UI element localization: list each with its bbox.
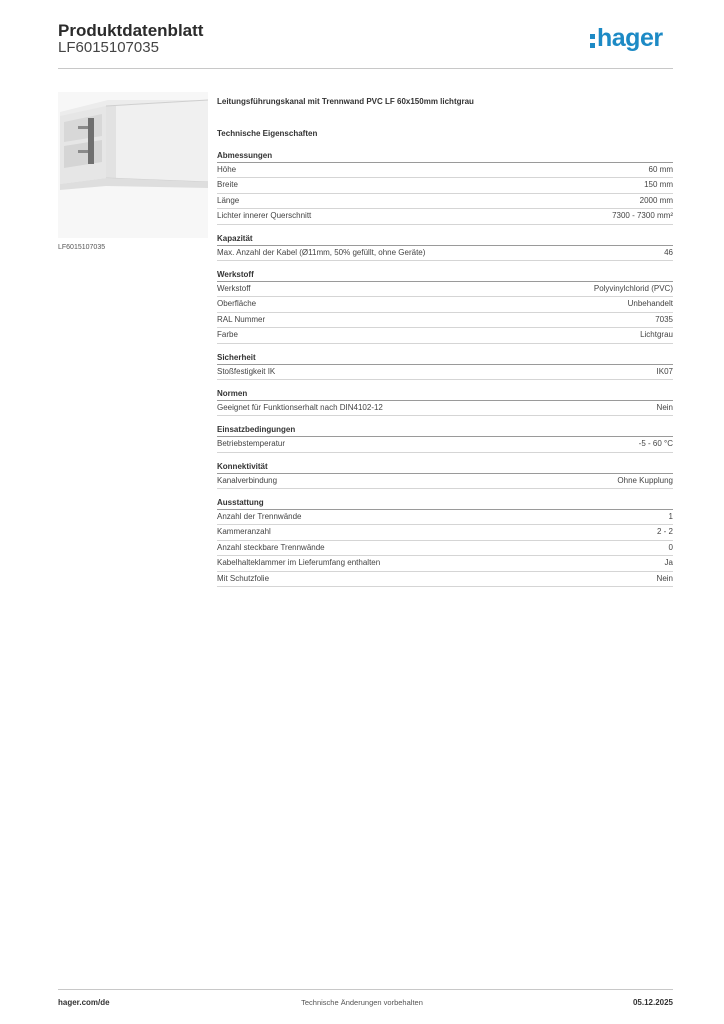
spec-value: 2000 mm xyxy=(639,195,673,205)
spec-label: Max. Anzahl der Kabel (Ø11mm, 50% gefüllt, ohne Geräte) xyxy=(217,247,426,257)
spec-label: Kanalverbindung xyxy=(217,475,278,485)
spec-section xyxy=(217,462,673,489)
technical-properties-heading: Technische Eigenschaften xyxy=(217,129,318,138)
footer-website: hager.com/de xyxy=(58,998,110,1007)
spec-row xyxy=(217,163,673,178)
spec-row xyxy=(217,474,673,489)
spec-section xyxy=(217,425,673,452)
spec-row xyxy=(217,282,673,297)
spec-value: 7035 xyxy=(655,314,673,324)
image-caption: LF6015107035 xyxy=(58,244,106,251)
logo-dots-icon xyxy=(590,34,596,52)
spec-section xyxy=(217,270,673,344)
spec-value: Ja xyxy=(664,558,673,568)
spec-section xyxy=(217,353,673,380)
spec-label: Geeignet für Funktionserhalt nach DIN4102-12 xyxy=(217,402,383,412)
spec-section xyxy=(217,498,673,587)
section-title: Einsatzbedingungen xyxy=(217,425,673,437)
section-title: Sicherheit xyxy=(217,353,673,365)
spec-value: 2 - 2 xyxy=(656,527,673,537)
spec-value: Ohne Kupplung xyxy=(617,475,673,485)
spec-value: Lichtgrau xyxy=(640,330,673,340)
spec-label: Mit Schutzfolie xyxy=(217,573,270,583)
spec-value: IK07 xyxy=(656,366,673,376)
spec-value: 0 xyxy=(668,542,673,552)
spec-label: Anzahl der Trennwände xyxy=(217,512,302,522)
spec-value: 60 mm xyxy=(648,165,673,174)
spec-row xyxy=(217,525,673,540)
spec-value: 46 xyxy=(664,247,673,257)
spec-label: Werkstoff xyxy=(217,283,251,293)
section-title: Kapazität xyxy=(217,234,673,246)
spec-label: Betriebstemperatur xyxy=(217,439,286,449)
spec-label: Länge xyxy=(217,195,240,205)
spec-row xyxy=(217,365,673,380)
spec-label: Anzahl steckbare Trennwände xyxy=(217,542,325,552)
spec-row xyxy=(217,209,673,224)
spec-row xyxy=(217,313,673,328)
spec-value: 150 mm xyxy=(644,180,673,190)
spec-value: -5 - 60 °C xyxy=(638,439,673,449)
spec-content xyxy=(217,97,673,596)
section-title: Abmessungen xyxy=(217,151,673,163)
spec-section xyxy=(217,151,673,225)
spec-value: 1 xyxy=(668,512,673,522)
spec-value: 7300 - 7300 mm² xyxy=(612,211,673,221)
spec-section xyxy=(217,389,673,416)
spec-sections xyxy=(217,151,673,587)
product-image xyxy=(58,92,208,238)
section-title: Ausstattung xyxy=(217,498,673,510)
spec-label: Lichter innerer Querschnitt xyxy=(217,211,312,221)
section-title: Normen xyxy=(217,389,673,401)
spec-value: Nein xyxy=(656,402,673,412)
product-code: LF6015107035 xyxy=(58,39,159,56)
spec-value: Unbehandelt xyxy=(627,299,673,309)
spec-value: Polyvinylchlorid (PVC) xyxy=(593,283,673,293)
section-title: Konnektivität xyxy=(217,462,673,474)
spec-label: Breite xyxy=(217,180,238,190)
spec-label: RAL Nummer xyxy=(217,314,266,324)
spec-label: Oberfläche xyxy=(217,299,257,309)
section-title: Werkstoff xyxy=(217,270,673,282)
spec-row xyxy=(217,178,673,193)
spec-row xyxy=(217,194,673,209)
header-divider xyxy=(58,68,673,69)
spec-row xyxy=(217,572,673,587)
cable-duct-illustration xyxy=(58,92,208,238)
spec-row xyxy=(217,401,673,416)
hager-logo xyxy=(590,26,676,56)
footer-divider xyxy=(58,989,673,990)
spec-row xyxy=(217,297,673,312)
spec-section xyxy=(217,234,673,261)
spec-value: Nein xyxy=(656,573,673,583)
spec-label: Farbe xyxy=(217,330,238,340)
spec-row xyxy=(217,246,673,261)
spec-row xyxy=(217,556,673,571)
spec-label: Kammeranzahl xyxy=(217,527,271,537)
spec-row xyxy=(217,510,673,525)
spec-label: Höhe xyxy=(217,165,237,174)
page-title: Produktdatenblatt xyxy=(58,21,204,40)
footer-date: 05.12.2025 xyxy=(632,998,673,1007)
spec-row xyxy=(217,437,673,452)
product-title: Leitungsführungskanal mit Trennwand PVC LF 60x150mm lichtgrau xyxy=(217,97,474,106)
spec-label: Kabelhalteklammer im Lieferumfang enthalten xyxy=(217,558,381,568)
spec-label: Stoßfestigkeit IK xyxy=(217,366,276,376)
spec-row xyxy=(217,328,673,343)
spec-row xyxy=(217,541,673,556)
footer-notice: Technische Änderungen vorbehalten xyxy=(301,998,423,1007)
logo-text: hager xyxy=(597,24,663,52)
